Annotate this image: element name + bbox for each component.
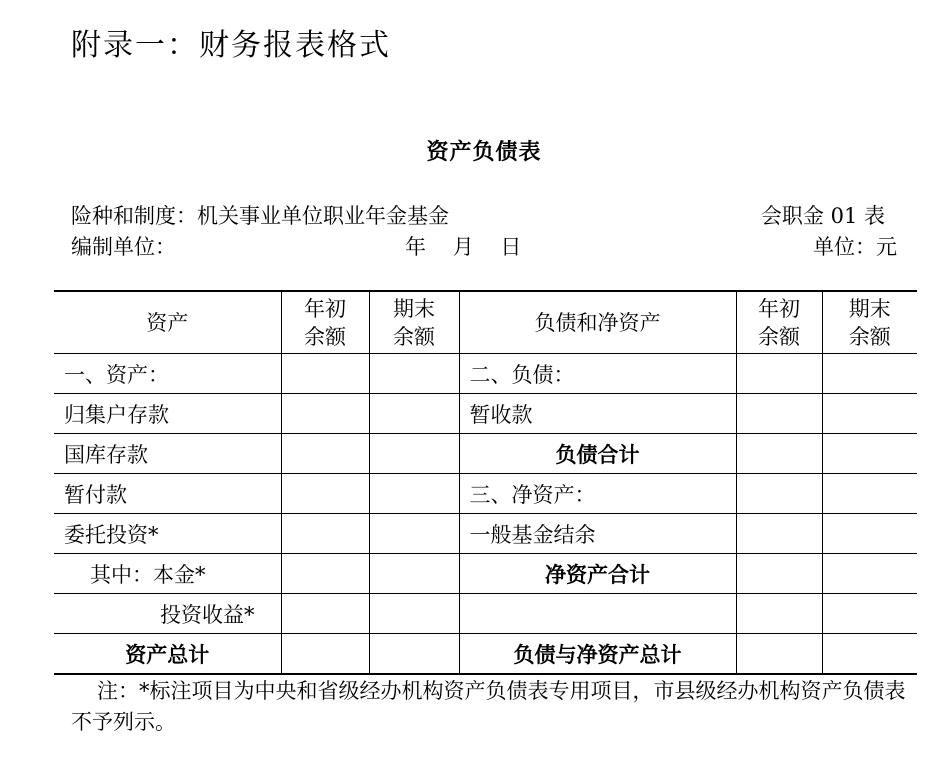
row-label-entrusted-investment: 委托投资* [54, 514, 281, 554]
value-cell [736, 554, 822, 594]
table-row [54, 434, 917, 474]
table-row [54, 554, 917, 594]
value-cell [281, 594, 369, 634]
table-row [54, 394, 917, 434]
preparing-org-label: 编制单位： [71, 235, 176, 259]
value-cell [822, 394, 917, 434]
table-row [54, 354, 917, 394]
header-line: 余额 [848, 324, 891, 349]
header-line: 期末 [393, 296, 435, 321]
value-cell [736, 474, 822, 514]
header-liab-closing [822, 291, 917, 354]
value-cell [369, 474, 459, 514]
appendix-title: 附录一：财务报表格式 [71, 28, 391, 63]
value-cell [369, 634, 459, 675]
row-label-liabilities-section: 二、负债： [459, 354, 736, 394]
row-label-temporary-receipts: 暂收款 [459, 394, 736, 434]
row-label-total-assets: 资产总计 [54, 634, 281, 675]
value-cell [736, 594, 822, 634]
value-cell [281, 554, 369, 594]
value-cell [822, 474, 917, 514]
header-line: 年初 [758, 296, 800, 321]
header-line: 年初 [304, 296, 346, 321]
value-cell [822, 554, 917, 594]
value-cell [822, 514, 917, 554]
table-row [54, 634, 917, 675]
header-assets: 资产 [54, 291, 281, 354]
value-cell [369, 514, 459, 554]
value-cell [822, 594, 917, 634]
document-title: 资产负债表 [426, 140, 542, 165]
table-row [54, 474, 917, 514]
header-line: 余额 [393, 324, 435, 349]
row-label-empty [459, 594, 736, 634]
header-line: 期末 [848, 296, 891, 321]
header-line: 余额 [758, 324, 800, 349]
row-label-collection-deposits: 归集户存款 [54, 394, 281, 434]
header-liab-opening [736, 291, 822, 354]
row-label-temporary-payments: 暂付款 [54, 474, 281, 514]
value-cell [369, 594, 459, 634]
row-label-assets-section: 一、资产： [54, 354, 281, 394]
row-label-treasury-deposits: 国库存款 [54, 434, 281, 474]
table-row [54, 514, 917, 554]
value-cell [281, 434, 369, 474]
form-number: 会职金 01 表 [760, 204, 885, 228]
footnote: 注：*标注项目为中央和省级经办机构资产负债表专用项目，市县级经办机构资产负债表不予列示。 [71, 679, 906, 734]
header-row [54, 291, 917, 354]
value-cell [736, 354, 822, 394]
value-cell [369, 354, 459, 394]
value-cell [281, 394, 369, 434]
header-assets-closing [369, 291, 459, 354]
value-cell [369, 434, 459, 474]
value-cell [369, 394, 459, 434]
value-cell [281, 474, 369, 514]
value-cell [822, 634, 917, 675]
value-cell [822, 434, 917, 474]
header-liabilities: 负债和净资产 [459, 291, 736, 354]
row-label-net-assets-section: 三、净资产： [459, 474, 736, 514]
row-label-total-liabilities: 负债合计 [459, 434, 736, 474]
header-assets-opening [281, 291, 369, 354]
row-label-general-fund-balance: 一般基金结余 [459, 514, 736, 554]
row-label-total-net-assets: 净资产合计 [459, 554, 736, 594]
value-cell [281, 514, 369, 554]
value-cell [822, 354, 917, 394]
value-cell [281, 354, 369, 394]
value-cell [736, 394, 822, 434]
header-line: 余额 [304, 324, 346, 349]
report-date: 年 月 日 [405, 235, 522, 259]
value-cell [736, 634, 822, 675]
currency-unit: 单位：元 [813, 235, 897, 259]
value-cell [736, 434, 822, 474]
row-label-total-liabilities-and-net-assets: 负债与净资产总计 [459, 634, 736, 675]
balance-sheet-table [54, 290, 917, 675]
row-label-investment-income: 投资收益* [54, 594, 281, 634]
insurance-scheme-label: 险种和制度：机关事业单位职业年金基金 [71, 204, 449, 228]
table-row [54, 594, 917, 634]
value-cell [281, 634, 369, 675]
row-label-principal: 其中：本金* [54, 554, 281, 594]
value-cell [369, 554, 459, 594]
value-cell [736, 514, 822, 554]
